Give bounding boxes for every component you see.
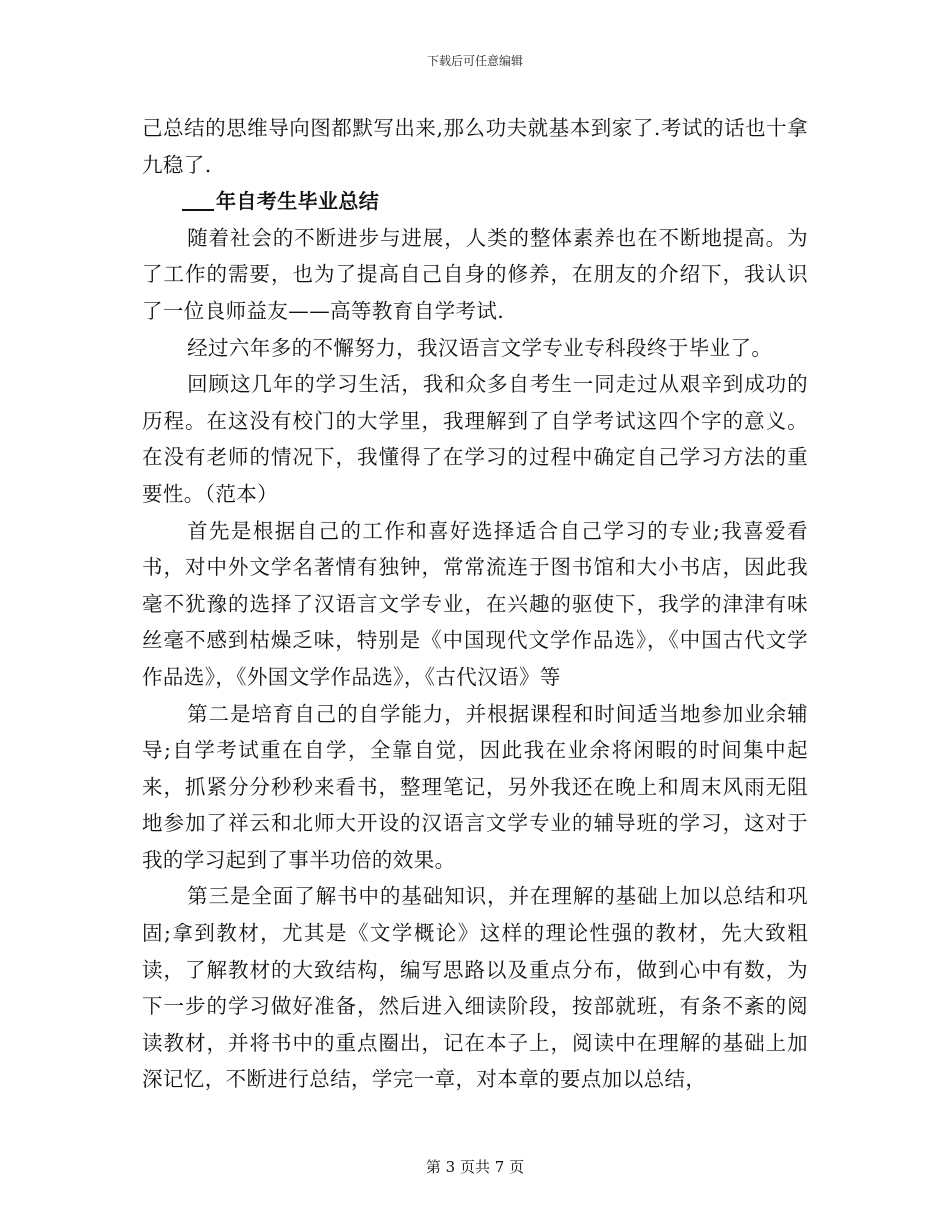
title-blank-line: [182, 189, 214, 211]
section-title: [142, 183, 808, 220]
continuation-paragraph: 己总结的思维导向图都默写出来,那么功夫就基本到家了.考试的话也十拿九稳了.: [142, 116, 808, 177]
paragraph-first-point: 首先是根据自己的工作和喜好选择适合自己学习的专业;我喜爱看书，对中外文学名著情有独钟，常常流连于图书馆和大小书店，因此我毫不犹豫的选择了汉语言文学专业，在兴趣的驱使下，我学的津津有味丝毫不感到枯燥乏味，特别是《中国现代文学作品选》，《中国古代文学作品选》，《外国文学作品选》，《古代汉语》等: [142, 518, 808, 689]
paragraph-second-point: 第二是培育自己的自学能力，并根据课程和时间适当地参加业余辅导;自学考试重在自学，全靠自觉，因此我在业余将闲暇的时间集中起来，抓紧分分秒秒来看书，整理笔记，另外我还在晚上和周末风雨无阻地参加了祥云和北师大开设的汉语言文学专业的辅导班的学习，这对于我的学习起到了事半功倍的效果。: [142, 701, 808, 872]
paragraph-review: 回顾这几年的学习生活，我和众多自考生一同走过从艰辛到成功的历程。在这没有校门的大学里，我理解到了自学考试这四个字的意义。在没有老师的情况下，我懂得了在学习的过程中确定自己学习方法的重要性。（范本）: [142, 372, 808, 506]
running-header: 下载后可任意编辑: [426, 54, 523, 68]
paragraph-intro: 随着社会的不断进步与进展，人类的整体素养也在不断地提高。为了工作的需要，也为了提高自己自身的修养，在朋友的介绍下，我认识了一位良师益友——高等教育自学考试.: [142, 225, 808, 323]
paragraph-graduation: 经过六年多的不懈努力，我汉语言文学专业专科段终于毕业了。: [187, 335, 773, 360]
section-title-text: 年自考生毕业总结: [216, 189, 380, 214]
paragraph-third-point: 第三是全面了解书中的基础知识，并在理解的基础上加以总结和巩固;拿到教材，尤其是《文学概论》这样的理论性强的教材，先大致粗读，了解教材的大致结构，编写思路以及重点分布，做到心中有数，为下一步的学习做好准备，然后进入细读阶段，按部就班，有条不紊的阅读教材，并将书中的重点圈出，记在本子上，阅读中在理解的基础上加深记忆，不断进行总结，学完一章，对本章的要点加以总结，: [142, 884, 808, 1092]
page-number-footer: 第 3 页共 7 页: [425, 1158, 525, 1176]
document-body: [142, 110, 808, 1098]
